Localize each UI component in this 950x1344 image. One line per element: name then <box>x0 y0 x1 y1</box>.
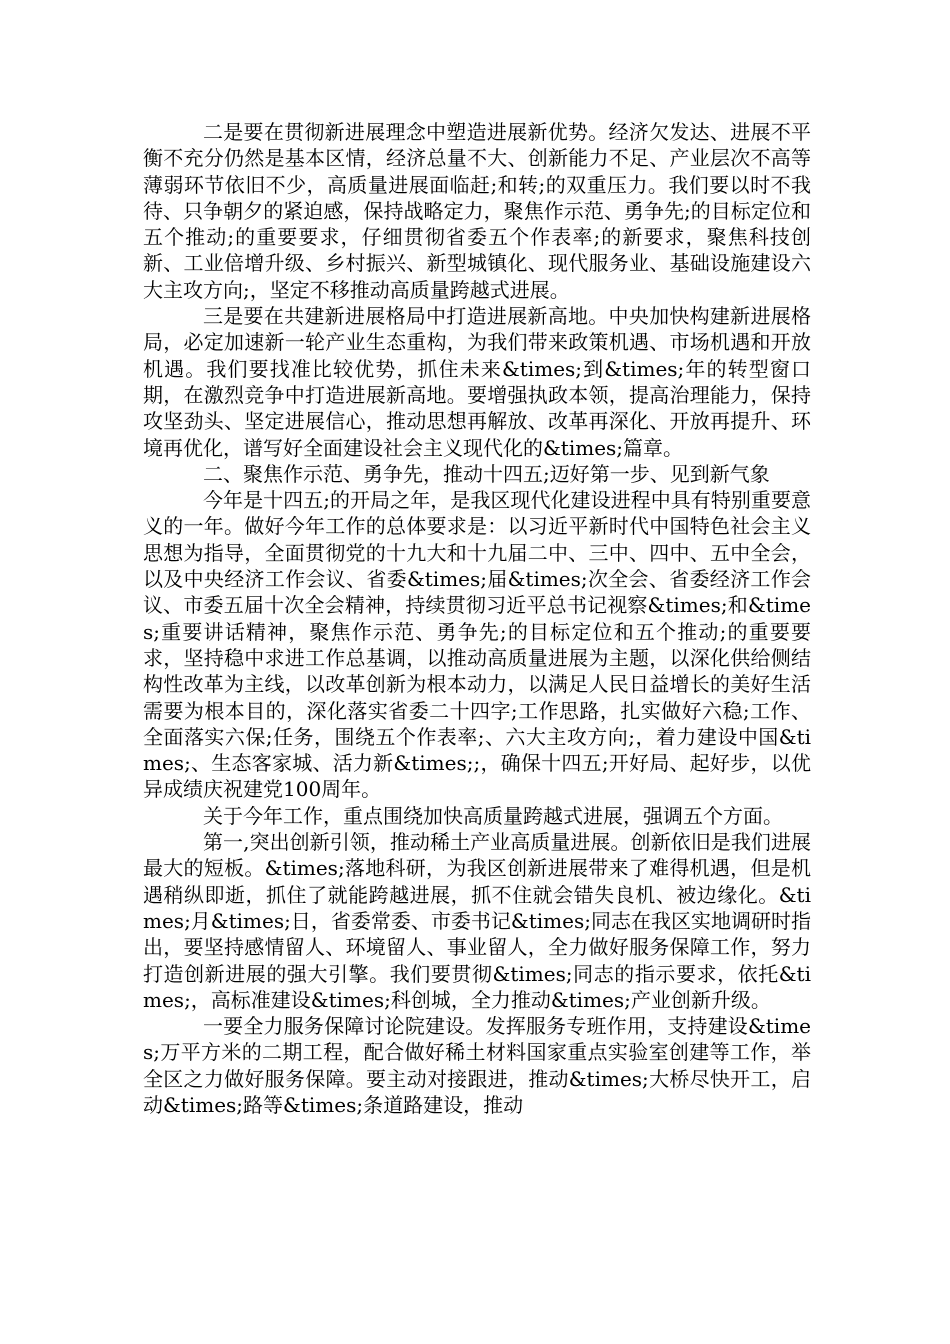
paragraph-five-aspects: 关于今年工作，重点围绕加快高质量跨越式进展，强调五个方面。 <box>203 803 783 828</box>
paragraph-first-innovation: 第一,突出创新引领，推动稀土产业高质量进展。创新依旧是我们进展最大的短板。&times;落地科研，为我区创新进展带来了难得机遇，但是机遇稍纵即逝，抓住了就能跨越进展，抓不住就会错失良机、被边缘化。&times;月&times;日，省委常委、市委书记&times;同志在我区实地调研时指出，要坚持感情留人、环境留人、事业留人，全力做好服务保障工作，努力打造创新进展的强大引擎。我们要贯彻&times;同志的指示要求，依托&times;，高标准建设&times;科创城，全力推动&times;产业创新升级。 <box>143 830 811 1012</box>
paragraph-overall-requirements: 今年是十四五;的开局之年，是我区现代化建设进程中具有特别重要意义的一年。做好今年工作的总体要求是：以习近平新时代中国特色社会主义思想为指导，全面贯彻党的十九大和十九届二中、三中、四中、五中全会，以及中央经济工作会议、省委&times;届&times;次全会、省委经济工作会议、市委五届十次全会精神，持续贯彻习近平总书记视察&times;和&times;重要讲话精神，聚焦作示范、勇争先;的目标定位和五个推动;的重要要求，坚持稳中求进工作总基调，以推动高质量进展为主题，以深化供给侧结构性改革为主线，以改革创新为根本动力，以满足人民日益增长的美好生活需要为根本目的，深化落实省委二十四字;工作思路，扎实做好六稳;工作、全面落实六保;任务，围绕五个作表率;、六大主攻方向;，着力建设中国&times;、生态客家城、活力新&times;;，确保十四五;开好局、起好步，以优异成绩庆祝建党100周年。 <box>143 488 811 802</box>
document-page <box>143 119 811 1118</box>
section-heading-two: 二、聚焦作示范、勇争先，推动十四五;迈好第一步、见到新气象 <box>203 461 770 486</box>
paragraph-innovation-advantage: 二是要在贯彻新进展理念中塑造进展新优势。经济欠发达、进展不平衡不充分仍然是基本区情，经济总量不大、创新能力不足、产业层次不高等薄弱环节依旧不少，高质量进展面临赶;和转;的双重压力。我们要以时不我待、只争朝夕的紧迫感，保持战略定力，聚焦作示范、勇争先;的目标定位和五个推动;的重要要求，仔细贯彻省委五个作表率;的新要求，聚焦科技创新、工业倍增升级、乡村振兴、新型城镇化、现代服务业、基础设施建设六大主攻方向;，坚定不移推动高质量跨越式进展。 <box>143 120 811 302</box>
paragraph-research-institute: 一要全力服务保障讨论院建设。发挥服务专班作用，支持建设&times;万平方米的二期工程，配合做好稀土材料国家重点实验室创建等工作，举全区之力做好服务保障。要主动对接跟进，推动&times;大桥尽快开工，启动&times;路等&times;条道路建设，推动 <box>143 1014 811 1117</box>
paragraph-new-development-pattern: 三是要在共建新进展格局中打造进展新高地。中央加快构建新进展格局，必定加速新一轮产业生态重构，为我们带来政策机遇、市场机遇和开放机遇。我们要找准比较优势，抓住未来&times;到&times;年的转型窗口期，在激烈竞争中打造进展新高地。要增强执政本领，提高治理能力，保持攻坚劲头、坚定进展信心，推动思想再解放、改革再深化、开放再提升、环境再优化，谱写好全面建设社会主义现代化的&times;篇章。 <box>143 304 811 460</box>
